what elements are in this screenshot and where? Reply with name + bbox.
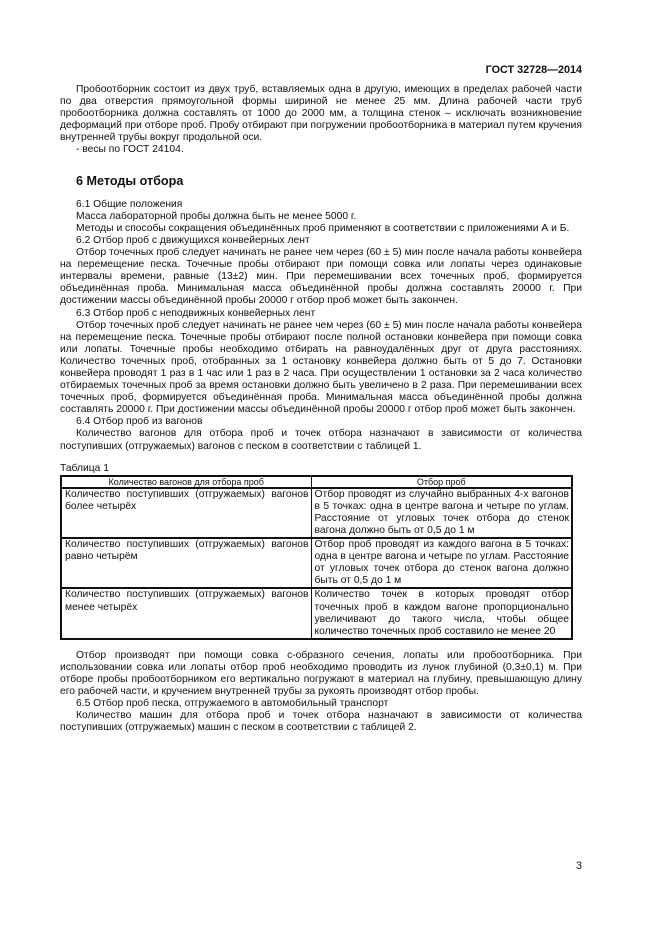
- after-table-paragraph: Отбор производят при помощи совка с-образного сечения, лопаты или пробоотборника. При использовании совка или лопаты отбор проб необходимо проводить из лунок глубиной (0,3±0,1) м. При отборе пробы пробоотборником его вертикально погружают в материал на глубину, превышающую длину его рабочей части, и кручением внутренней трубы за рукоять производят отбор пробы.: [60, 649, 582, 698]
- subsection-6-4-title: 6.4 Отбор проб из вагонов: [76, 416, 203, 428]
- table-cell: Количество поступивших (отгружаемых) вагонов более четырёх: [61, 488, 311, 538]
- subsection-6-3-title: 6.3 Отбор проб с неподвижных конвейерных лент: [76, 307, 316, 319]
- subsection-6-1-text-1: Масса лабораторной пробы должна быть не менее 5000 г.: [76, 210, 357, 222]
- subsection-6-1-title: 6.1 Общие положения: [76, 198, 183, 210]
- table-1: [60, 475, 573, 640]
- subsection-6-5-title: 6.5 Отбор проб песка, отгружаемого в автомобильный транспорт: [76, 698, 389, 710]
- subsection-6-3-text: Отбор точечных проб следует начинать не ранее чем через (60 ± 5) мин после начала работы конвейера на перемещение песка. Точечные пробы отбирают после полной остановки конвейера при помощи совка или лопаты. Точечные пробы необходимо отбирать на равноудалённых друг от друга расстояниях. Количество точечных проб, отобранных за 1 остановку конвейера должно быть от 5 до 7. Остановки конвейера проводят 1 раз в 1 час или 1 раз в 2 часа. При осуществлении 1 остановки за 2 часа количество отбираемых точечных проб за время остановки должно быть увеличено в 2 раза. При перемешивании всех точечных проб, формируется объединённая проба. Минимальная масса объединённой пробы должна составлять 20000 г. При достижении массы объединённой пробы 20000 г отбор проб может быть закончен.: [60, 319, 582, 416]
- table-row: [61, 588, 572, 638]
- table-cell: Количество поступивших (отгружаемых) вагонов равно четырём: [61, 538, 311, 588]
- section-title: 6 Методы отбора: [76, 173, 184, 188]
- table-row: [61, 488, 572, 538]
- table-cell: Количество поступивших (отгружаемых) вагонов менее четырёх: [61, 588, 311, 638]
- table-cell: Количество точек в которых проводят отбор точечных проб в каждом вагоне пропорционально увеличивают до такого числа, чтобы общее количество точечных проб составило не менее 20: [311, 588, 572, 638]
- intro-paragraph: Пробоотборник состоит из двух труб, вставляемых одна в другую, имеющих в пределах рабочей части по два отверстия прямоугольной формы шириной не менее 25 мм. Длина рабочей части труб пробоотборника должна составлять от 1000 до 2000 мм, а толщина стенок – исключать возникновение деформаций при отборе проб. Пробу отбирают при погружении пробоотборника в материал путем кручения внутренней трубы вокруг продольной оси.: [60, 84, 582, 144]
- table-cell: Отбор проводят из случайно выбранных 4-х вагонов в 5 точках: одна в центре вагона и четыре по углам. Расстояние от угловых точек отбора до стенок вагона должно быть от 0,5 до 1 м: [311, 488, 572, 538]
- intro-list-item: - весы по ГОСТ 24104.: [76, 144, 184, 156]
- subsection-6-4-text: Количество вагонов для отбора проб и точек отбора назначают в зависимости от количества поступивших (отгружаемых) вагонов с песком в соответствии с таблицей 1.: [60, 428, 582, 452]
- table-header-row: [61, 476, 572, 488]
- table-header-wagons: Количество вагонов для отбора проб: [61, 476, 311, 488]
- table-caption: Таблица 1: [60, 462, 109, 474]
- page-body: [60, 84, 582, 735]
- subsection-6-2-text: Отбор точечных проб следует начинать не ранее чем через (60 ± 5) мин после начала работы конвейера на перемещение песка. Точечные пробы отбирают при помощи совка или лопаты через одинаковые интервалы времени, равные (13±2) мин. При перемешивании всех точечных проб, формируется объединённая проба. Минимальная масса объединённой пробы должна составлять 20000 г. При достижении массы объединённой пробы 20000 г отбор проб может быть закончен.: [60, 247, 582, 307]
- page-number: 3: [575, 860, 582, 872]
- table-row: [61, 538, 572, 588]
- table-header-sampling: Отбор проб: [311, 476, 572, 488]
- document-code: ГОСТ 32728—2014: [485, 64, 582, 76]
- subsection-6-5-text: Количество машин для отбора проб и точек отбора назначают в зависимости от количества поступивших (отгружаемых) машин с песком в соответствии с таблицей 2.: [60, 710, 582, 734]
- subsection-6-2-title: 6.2 Отбор проб с движущихся конвейерных лент: [76, 234, 310, 246]
- table-cell: Отбор проб проводят из каждого вагона в 5 точках: одна в центре вагона и четыре по углам. Расстояние от угловых точек отбора до стенок вагона должно быть от 0,5 до 1 м: [311, 538, 572, 588]
- subsection-6-1-text-2: Методы и способы сокращения объединённых проб применяют в соответствии с приложениями А и Б.: [76, 222, 570, 234]
